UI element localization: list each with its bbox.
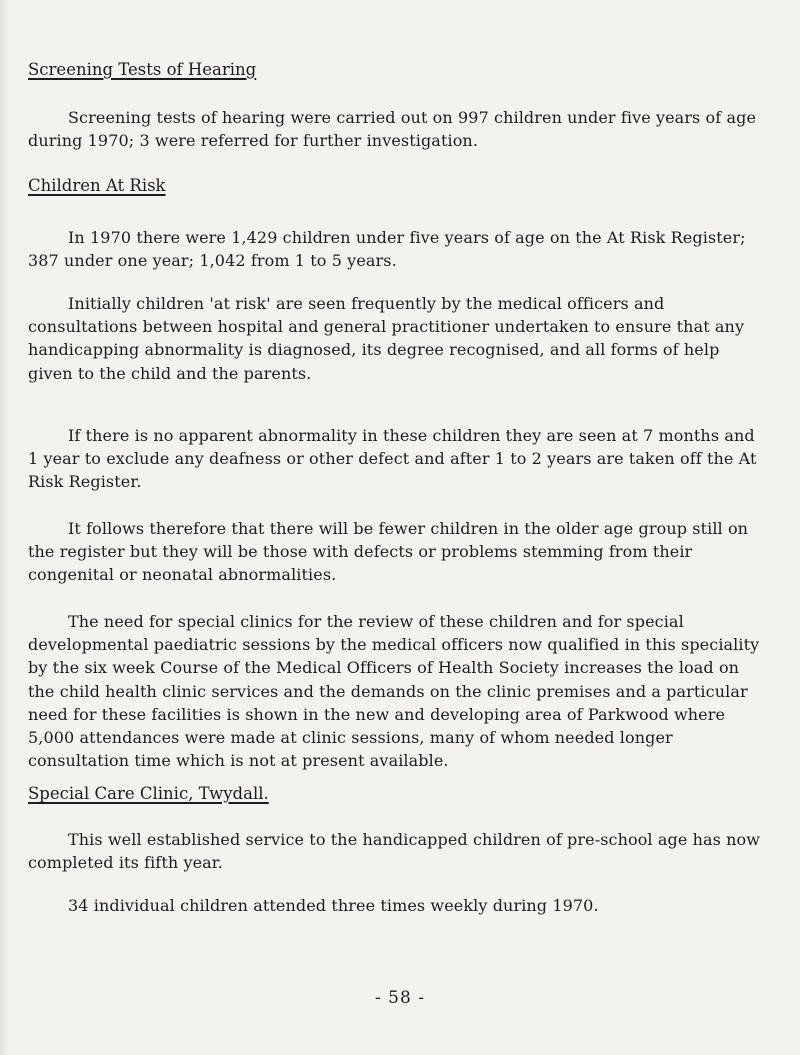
heading-special-care-clinic: Special Care Clinic, Twydall. [28, 784, 269, 803]
heading-children-at-risk: Children At Risk [28, 176, 166, 195]
paragraph-older-age-group: It follows therefore that there will be fewer children in the older age group still on the register but they will be those with defects or problems stemming from their congenital or neonatal abnormalities. [28, 519, 749, 585]
paragraph-attendance: 34 individual children attended three times weekly during 1970. [68, 896, 599, 915]
heading-screening-tests: Screening Tests of Hearing [28, 60, 257, 79]
paragraph-at-risk-register: In 1970 there were 1,429 children under five years of age on the At Risk Register; 387 under one year; 1,042 from 1 to 5 years. [28, 228, 746, 271]
paragraph-initial-care: Initially children 'at risk' are seen frequently by the medical officers and consultations between hospital and general practitioner undertaken to ensure that any handicapping abnormality is diagnosed, its degree recognised, and all forms of help given to the child and the parents. [28, 294, 745, 383]
paragraph-no-abnormality: If there is no apparent abnormality in these children they are seen at 7 months and 1 year to exclude any deafness or other defect and after 1 to 2 years are taken off the At Risk Register. [28, 426, 757, 492]
paragraph-screening-tests: Screening tests of hearing were carried out on 997 children under five years of age during 1970; 3 were referred for further investigation. [28, 108, 757, 151]
paragraph-special-clinics: The need for special clinics for the review of these children and for special developmental paediatric sessions by the medical officers now qualified in this speciality by the six week Course of the Medical Officers of Health Society increases the load on the child health clinic services and the demands on the clinic premises and a particular need for these facilities is shown in the new and developing area of Parkwood where 5,000 attendances were made at clinic sessions, many of whom needed longer consultation time which is not at present available. [28, 612, 760, 771]
paragraph-established-service: This well established service to the handicapped children of pre-school age has now completed its fifth year. [28, 830, 761, 873]
page-edge-shadow [0, 0, 8, 1055]
page-number: - 58 - [375, 988, 425, 1008]
